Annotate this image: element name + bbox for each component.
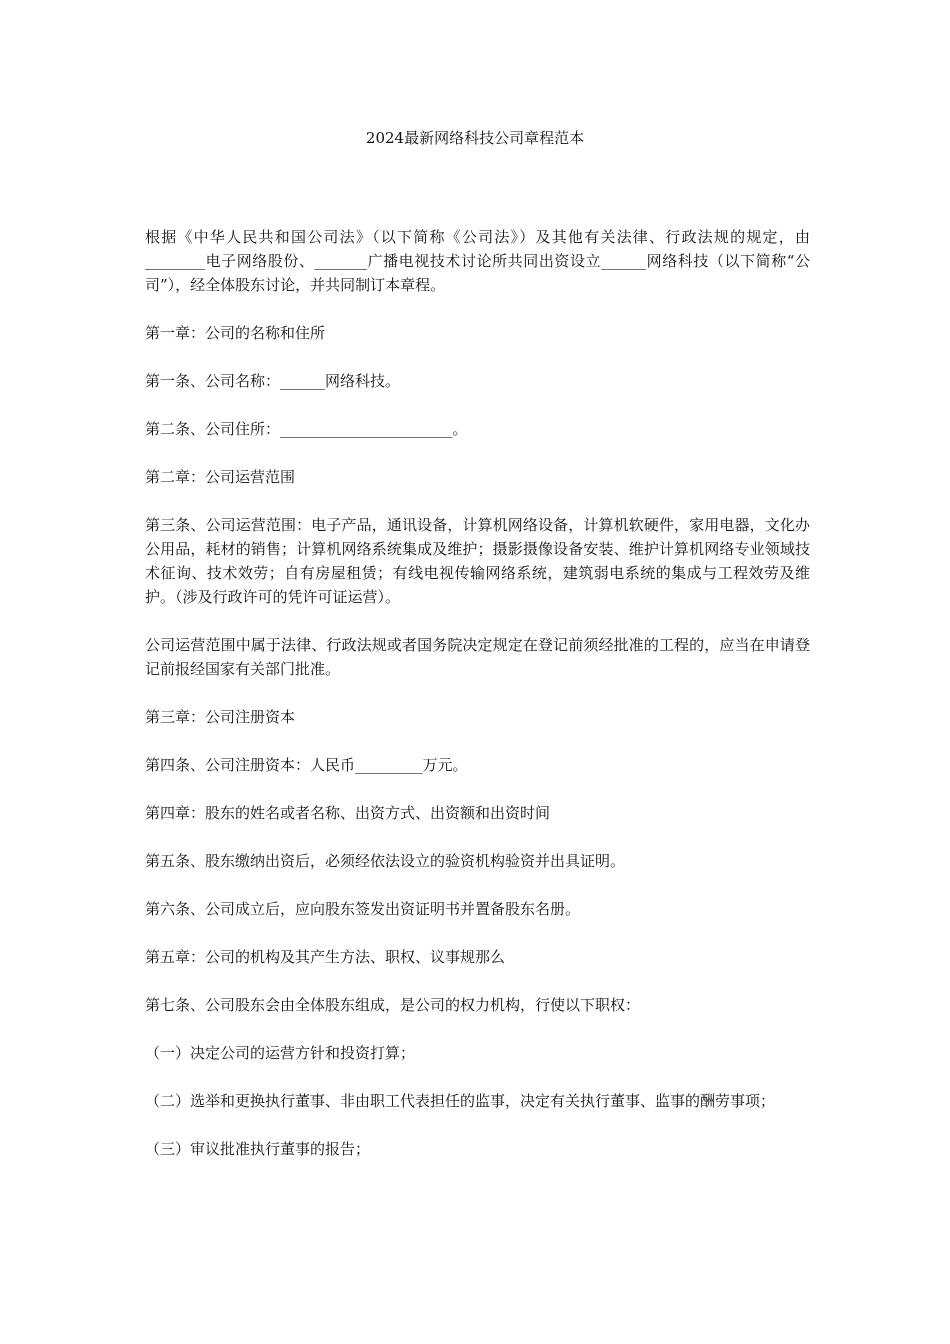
article-7-item-2: （二）选举和更换执行董事、非由职工代表担任的监事，决定有关执行董事、监事的酬劳事项；	[145, 1092, 776, 1110]
chapter-5-heading: 第五章：公司的机构及其产生方法、职权、议事规那么	[145, 948, 506, 966]
article-7-item-3: （三）审议批准执行董事的报告；	[145, 1140, 371, 1158]
article-2: 第二条、公司住所：_______________________。	[145, 420, 468, 438]
article-6: 第六条、公司成立后，应向股东签发出资证明书并置备股东名册。	[145, 900, 581, 918]
article-7: 第七条、公司股东会由全体股东组成，是公司的权力机构，行使以下职权：	[145, 996, 641, 1014]
business-scope-note: 公司运营范围中属于法律、行政法规或者国务院决定规定在登记前须经批准的工程的，应当在申请登记前报经国家有关部门批准。	[145, 636, 810, 678]
document-title: 2024最新网络科技公司章程范本	[365, 129, 585, 147]
chapter-4-heading: 第四章：股东的姓名或者名称、出资方式、出资额和出资时间	[145, 804, 551, 822]
chapter-1-heading: 第一章：公司的名称和住所	[145, 324, 326, 342]
article-5: 第五条、股东缴纳出资后，必须经依法设立的验资机构验资并出具证明。	[145, 852, 626, 870]
article-3: 第三条、公司运营范围：电子产品，通讯设备，计算机网络设备，计算机软硬件，家用电器，文化办公用品，耗材的销售；计算机网络系统集成及维护；摄影摄像设备安装、维护计算机网络专业领域技术征询、技术效劳；自有房屋租赁；有线电视传输网络系统，建筑弱电系统的集成与工程效劳及维护。（涉及行政许可的凭许可证运营）。	[145, 516, 810, 606]
article-1: 第一条、公司名称：______网络科技。	[145, 372, 401, 390]
document-body	[145, 225, 810, 1185]
preamble-paragraph: 根据《中华人民共和国公司法》（以下简称《公司法》）及其他有关法律、行政法规的规定，由________电子网络股份、_______广播电视技术讨论所共同出资设立______网络科技（以下简称“公司”），经全体股东讨论，并共同制订本章程。	[145, 228, 810, 294]
chapter-2-heading: 第二章：公司运营范围	[145, 468, 296, 486]
article-7-item-1: （一）决定公司的运营方针和投资打算；	[145, 1044, 416, 1062]
article-4: 第四条、公司注册资本：人民币_________万元。	[145, 756, 468, 774]
chapter-3-heading: 第三章：公司注册资本	[145, 708, 296, 726]
